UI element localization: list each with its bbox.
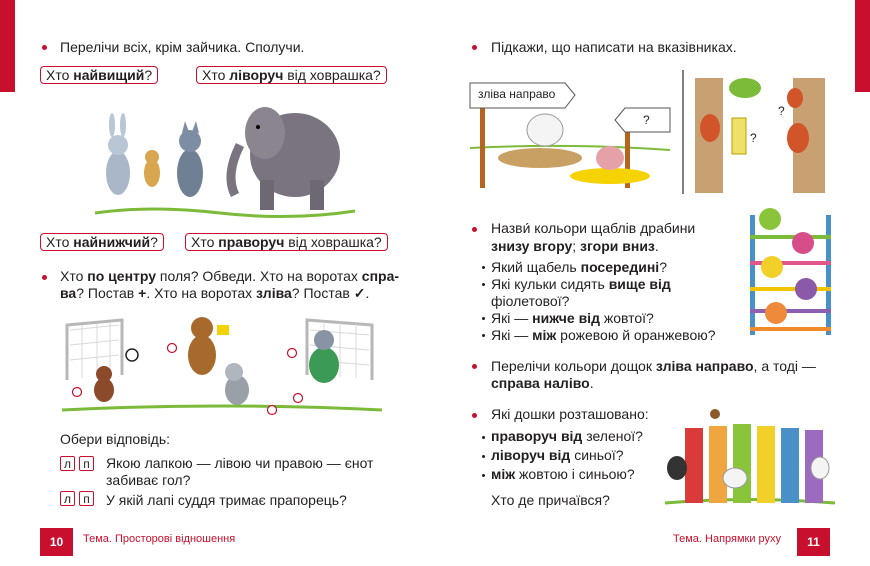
task-text-line1: Перелічи кольори дощок зліва направо, а тоді — (491, 358, 816, 374)
question-label-shortest: Хто найнижчий? (40, 233, 164, 251)
question-1-line1: Якою лапкою — лівою чи правою — єнот (106, 455, 374, 471)
signpost-left-text: зліва направо (478, 87, 556, 101)
task-text-line2: ва? Постав +. Хто на воротах зліва? Постав ✓. (60, 285, 370, 301)
football-illustration (62, 310, 382, 425)
answer-box-left[interactable]: л (60, 491, 75, 506)
question-label-right-of-gopher: Хто праворуч від ховрашка? (185, 233, 388, 251)
sub-question-above-line2: фіолетової? (491, 293, 570, 309)
sub-question-left-of: ліворуч від синьої? (491, 447, 624, 463)
bullet (472, 364, 477, 369)
question-label-tallest: Хто найвищий? (40, 66, 158, 84)
right-edge-tab (855, 0, 870, 92)
footer-topic-left: Тема. Просторові відношення (83, 533, 236, 545)
sub-question-below: Які — нижче від жовтої? (491, 310, 654, 326)
sub-bullet (482, 266, 485, 269)
bullet (472, 45, 477, 50)
question-label-left-of-gopher: Хто ліворуч від ховрашка? (196, 66, 387, 84)
bullet (42, 275, 47, 280)
sub-bullet (482, 317, 485, 320)
task-text: Які дошки розташовано: (491, 406, 649, 422)
answer-box-left[interactable]: л (60, 456, 75, 471)
task-text: Підкажи, що написати на вказівниках. (491, 39, 737, 55)
sub-question-between: між жовтою і синьою? (491, 466, 635, 482)
page-number-right: 11 (797, 528, 830, 556)
signpost-question: ? (750, 131, 757, 145)
sub-bullet (482, 334, 485, 337)
signpost-question: ? (643, 113, 650, 127)
bullet (42, 45, 47, 50)
fence-illustration (665, 408, 835, 508)
page-number-left: 10 (40, 528, 73, 556)
ladder-illustration (748, 205, 834, 335)
bullet (472, 413, 477, 418)
sub-question-middle: Який щабель посередині? (491, 259, 667, 275)
left-edge-tab (0, 0, 15, 92)
question-2: У якій лапі суддя тримає прапорець? (106, 492, 347, 508)
answer-box-right[interactable]: п (79, 456, 94, 471)
task-text: Перелічи всіх, крім зайчика. Сполучи. (60, 39, 305, 55)
footer-topic-right: Тема. Напрямки руху (673, 533, 782, 545)
sub-question-right-of: праворуч від зеленої? (491, 428, 643, 444)
choose-answer-text: Обери відповідь: (60, 431, 171, 447)
task-text-last: Хто де причаївся? (491, 492, 610, 508)
sub-question-between: Які — між рожевою й оранжевою? (491, 327, 716, 343)
sub-bullet (482, 436, 485, 439)
bullet (472, 227, 477, 232)
task-text-line2: справа наліво. (491, 375, 594, 391)
sub-bullet (482, 455, 485, 458)
task-text-line1: Хто по центру поля? Обведи. Хто на воротах спра- (60, 268, 400, 284)
task-text-line2: знизу вгору; згори вниз. (491, 238, 659, 254)
signpost-question: ? (778, 104, 785, 118)
animals-illustration (90, 95, 360, 225)
answer-box-right[interactable]: п (79, 491, 94, 506)
question-1-line2: забиває гол? (106, 472, 191, 488)
task-text-line1: Назви́ кольори щаблів драбини (491, 220, 696, 236)
sub-bullet (482, 474, 485, 477)
sub-bullet (482, 283, 485, 286)
sub-question-above-line1: Які кульки сидять вище від (491, 276, 671, 292)
